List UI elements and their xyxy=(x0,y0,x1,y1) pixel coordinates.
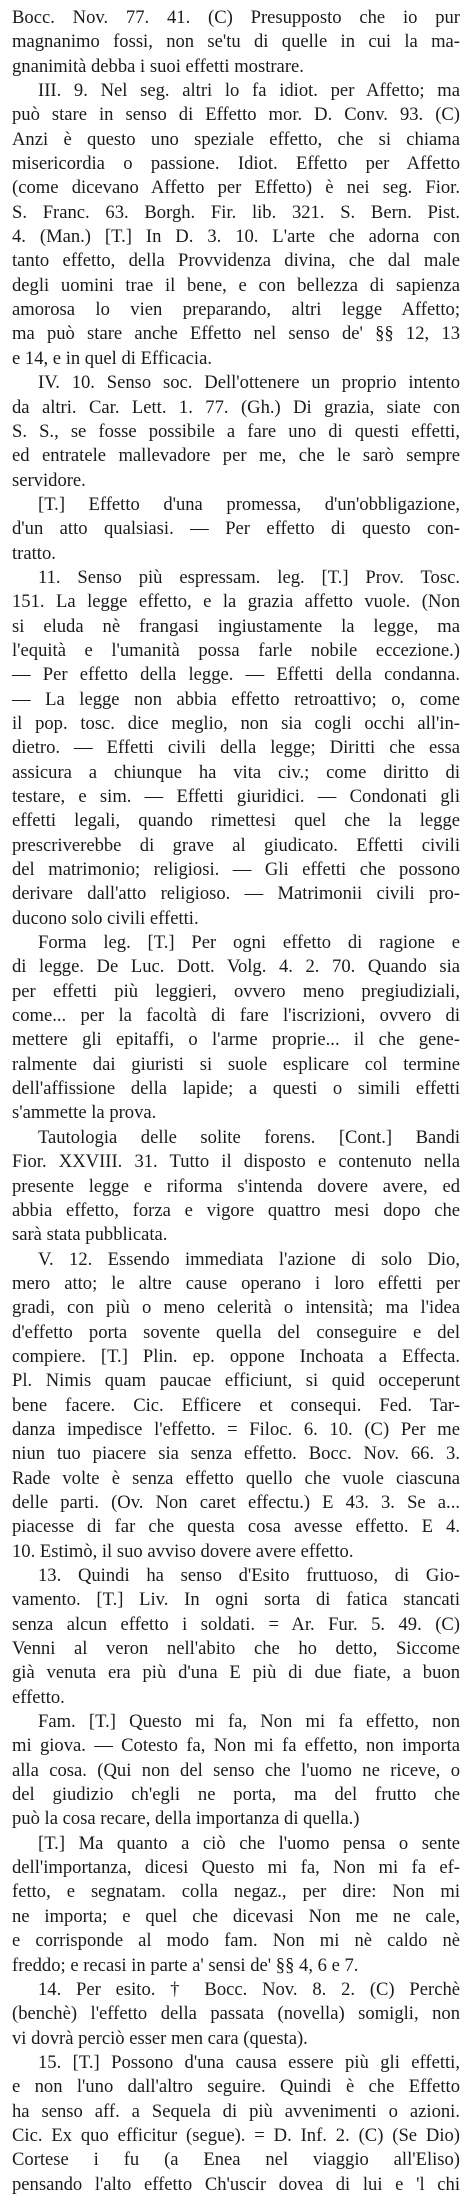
text-line: — La legge non abbia effetto retroattivo; o, come xyxy=(12,688,460,710)
text-line: Fam. [T.] Questo mi fa, Non mi fa effetto, non xyxy=(38,1711,460,1733)
text-line: prescriverebbe di grave al giudicato. Effetti civili xyxy=(12,834,460,856)
text-line: dell'affissione della lapide; a questi o simili effetti xyxy=(12,1078,460,1100)
text-line: effetti legali, quando rimettesi quel che la legge xyxy=(12,810,460,832)
text-line: Cic. Ex quo efficitur (segue). = D. Inf. 2. (C) (Se Dio) xyxy=(12,2124,460,2146)
text-line: mettere gli epitaffi, o l'arme proprie... il che gene- xyxy=(12,1029,460,1051)
text-line: mero atto; le altre cause operano i loro effetti per xyxy=(12,1272,460,1294)
text-line: come... per la facoltà di fare l'iscrizioni, ovvero di xyxy=(12,1005,460,1027)
text-line: vamento. [T.] Liv. In ogni sorta di fatica stancati xyxy=(12,1589,460,1611)
text-line: Tautologia delle solite forens. [Cont.] Bandi xyxy=(38,1126,460,1148)
text-line: 151. La legge effetto, e la grazia affetto vuole. (Non xyxy=(12,591,460,613)
text-line: 4. (Man.) [T.] In D. 3. 10. L'arte che adorna con xyxy=(12,226,460,248)
text-line: 10. Estimò, il suo avviso dovere avere effetto. xyxy=(12,1540,354,1562)
text-line: presente legge e riforma s'intenda dovere avere, ed xyxy=(12,1175,460,1197)
text-line: può stare in senso di Effetto mor. D. Conv. 93. (C) xyxy=(12,104,460,126)
text-line: si eluda nè frangasi ingiustamente la legge, ma xyxy=(12,615,460,637)
text-line: Venni al veron nell'abito che ho detto, Siccome xyxy=(12,1638,460,1660)
text-line: IV. 10. Senso soc. Dell'ottenere un proprio intento xyxy=(38,372,460,394)
text-line: misericordia o passione. Idiot. Effetto per Affetto xyxy=(12,153,460,175)
text-line: freddo; e recasi in parte a' sensi de' §§ 4, 6 e 7. xyxy=(12,1954,359,1976)
text-line: Pl. Nimis quam paucae efficiunt, si quid occeperunt xyxy=(12,1370,460,1392)
text-line: e corrisponde al modo fam. Non mi nè caldo nè xyxy=(12,1930,460,1952)
text-line: ducono solo civili effetti. xyxy=(12,907,199,929)
text-line: da altri. Car. Lett. 1. 77. (Gh.) Di grazia, siate con xyxy=(12,396,460,418)
text-line: degli uomini trae il bene, e con bellezza di sapienza xyxy=(12,274,460,296)
text-line: danza impedisce l'effetto. = Filoc. 6. 10. (C) Per me xyxy=(12,1418,460,1440)
text-line: Fior. XXVIII. 31. Tutto il disposto e contenuto nella xyxy=(12,1151,460,1173)
text-line: il pop. tosc. dice meglio, non sia cogli occhi all'in- xyxy=(12,712,460,734)
text-line: S. S., se fosse possibile a fare uno di questi effetti, xyxy=(12,420,460,442)
text-line: l'equità e l'umanità possa farle nobile eccezione.) xyxy=(12,639,460,661)
text-line: per effetti più leggieri, ovvero meno pregiudiziali, xyxy=(12,980,460,1002)
text-line: può la cosa recare, della importanza di quella.) xyxy=(12,1808,360,1830)
text-line: senza alcun effetto i soldati. = Ar. Fur. 5. 49. (C) xyxy=(12,1613,460,1635)
text-line: III. 9. Nel seg. altri lo fa idiot. per Affetto; ma xyxy=(38,80,460,102)
text-line: derivare dall'atto religioso. — Matrimonii civili pro- xyxy=(12,883,460,905)
text-line: ma può stare anche Effetto nel senso de' §§ 12, 13 xyxy=(12,323,460,345)
text-line: abbia effetto, forza e vigore quattro mesi dopo che xyxy=(12,1199,460,1221)
text-line: tratto. xyxy=(12,542,56,564)
text-line: 14. Per esito. † Bocc. Nov. 8. 2. (C) Perchè xyxy=(38,1978,460,2000)
text-line: mi giova. — Cotesto fa, Non mi fa effetto, non importa xyxy=(12,1735,460,1757)
text-line: delle parti. (Ov. Non caret effectu.) E 43. 3. Se a... xyxy=(12,1491,460,1513)
text-line: Rade volte è senza effetto quello che vuole ciascuna xyxy=(12,1467,460,1489)
text-line: (come dicevano Affetto per Effetto) è nei seg. Fior. xyxy=(12,177,460,199)
text-line: Bocc. Nov. 77. 41. (C) Presupposto che io pur xyxy=(12,7,460,28)
text-line: Cortese i fu (a Enea nel viaggio all'Eliso) xyxy=(12,2149,460,2171)
text-line: ralmente dai giuristi si suole esplicare col termine xyxy=(12,1053,460,1075)
text-line: tanto effetto, della Provvidenza divina, che dal male xyxy=(12,250,460,272)
text-line: testare, e sim. — Effetti giuridici. — Condonati gli xyxy=(12,786,460,807)
text-line: s'ammette la prova. xyxy=(12,1102,157,1124)
text-line: 13. Quindi ha senso d'Esito fruttuoso, di Gio- xyxy=(38,1565,460,1586)
text-line: alla cosa. (Qui non del senso che l'uomo ne riceve, o xyxy=(12,1759,460,1781)
text-line: pensando l'alto effetto Ch'uscir dovea di lui e 'l chi xyxy=(12,2173,460,2195)
text-line: ne importa; e quel che dicevasi Non me ne cale, xyxy=(12,1905,460,1927)
text-line: Anzi è questo uno speziale effetto, che si chiama xyxy=(12,128,460,150)
text-line: d'un atto qualsiasi. — Per effetto di questo con- xyxy=(12,518,460,540)
text-line: [T.] Ma quanto a ciò che l'uomo pensa o sente xyxy=(38,1832,460,1854)
text-line: gradi, con più o meno celerità o intensità; ma l'idea xyxy=(12,1297,460,1319)
text-line: vi dovrà perciò esser men cara (questa). xyxy=(12,2027,308,2049)
text-line: servidore. xyxy=(12,469,86,491)
text-line: magnanimo fossi, non se'tu di quelle in cui la ma- xyxy=(12,31,460,53)
text-line: niun tuo piacere sia senza effetto. Bocc. Nov. 66. 3. xyxy=(12,1443,460,1465)
text-line: bene facere. Cic. Efficere et consequi. Fed. Tar- xyxy=(12,1394,460,1416)
text-line: di legge. De Luc. Dott. Volg. 4. 2. 70. Quando sia xyxy=(12,956,460,978)
text-line: piacesse di far che questa cosa avesse effetto. E 4. xyxy=(12,1516,460,1538)
text-line: gnanimità debba i suoi effetti mostrare. xyxy=(12,55,304,77)
text-line: d'effetto porta sovente quella del conseguire e del xyxy=(12,1321,460,1343)
text-line: dell'importanza, dicesi Questo mi fa, Non mi fa ef- xyxy=(12,1857,460,1879)
text-line: assicura a chiunque ha vita civ.; come diritto di xyxy=(12,761,460,783)
text-line: e 14, e in quel di Efficacia. xyxy=(12,347,212,369)
text-line: compiere. [T.] Plin. ep. oppone Inchoata a Effecta. xyxy=(12,1345,460,1367)
text-line: del matrimonio; religiosi. — Gli effetti che possono xyxy=(12,859,460,881)
text-line: dietro. — Effetti civili della legge; Diritti che essa xyxy=(12,737,460,759)
text-line: — Per effetto della legge. — Effetti della condanna. xyxy=(12,664,460,686)
text-line: effetto. xyxy=(12,1686,65,1708)
text-line: 11. Senso più espressam. leg. [T.] Prov. Tosc. xyxy=(38,566,460,588)
text-line: e non l'uno dall'altro seguire. Quindi è che Effetto xyxy=(12,2076,460,2098)
text-line: [T.] Effetto d'una promessa, d'un'obbligazione, xyxy=(38,493,460,515)
text-line: già venuta era più d'una E più di due fiate, a buon xyxy=(12,1662,460,1684)
text-line: Forma leg. [T.] Per ogni effetto di ragione e xyxy=(38,932,460,954)
text-line: S. Franc. 63. Borgh. Fir. lib. 321. S. Bern. Pist. xyxy=(12,201,460,223)
text-line: sarà stata pubblicata. xyxy=(12,1224,168,1246)
text-line: fetto, e segnatam. colla negaz., per dire: Non mi xyxy=(12,1881,460,1903)
text-line: 15. [T.] Possono d'una causa essere più gli effetti, xyxy=(38,2051,460,2073)
text-line: ed entratele mallevadore per me, che le sarò sempre xyxy=(12,445,460,467)
text-line: (benchè) l'effetto della passata (novella) somigli, non xyxy=(12,2003,460,2025)
text-line: V. 12. Essendo immediata l'azione di solo Dio, xyxy=(38,1248,460,1270)
text-line: del giudizio ch'egli ne porta, ma del frutto che xyxy=(12,1784,460,1806)
text-line: ha senso aff. a Sequela di più avvenimenti o azioni. xyxy=(12,2100,460,2122)
text-line: amorosa lo vien preparando, altri legge Affetto; xyxy=(12,299,460,321)
